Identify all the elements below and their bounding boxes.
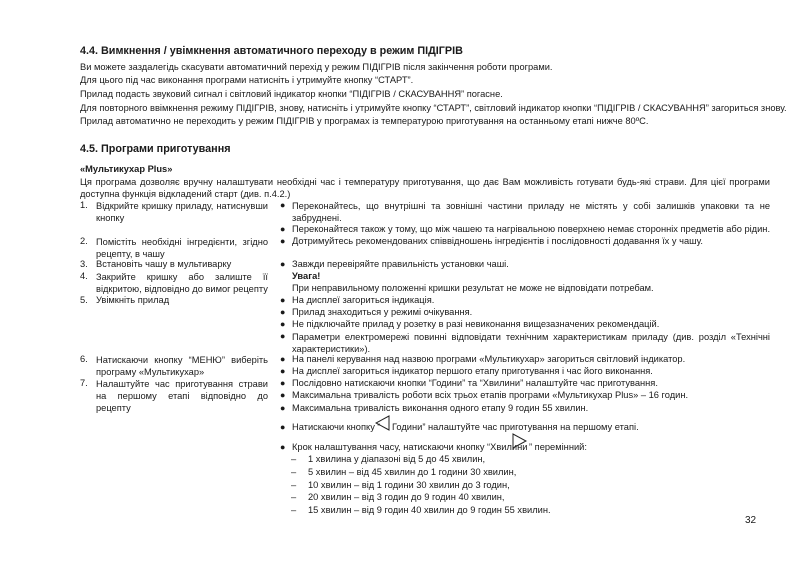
note: Дотримуйтесь рекомендованих співвідношень інгредієнтів і послідовності додавання їх у чашу.: [292, 236, 703, 246]
dash-marker: –: [291, 480, 297, 490]
step-text: Відкрийте кришку приладу, натиснувши кнопку: [96, 201, 268, 223]
note-suffix: ” перемінний:: [529, 442, 587, 452]
bullet-icon: ●: [280, 378, 286, 388]
section-4-5-heading: 4.5. Програми приготування: [80, 143, 231, 155]
note: Параметри електромережі повинні відповідати технічним характеристикам приладу (див. розділ «Технічні характеристики»).: [292, 332, 770, 354]
bullet-icon: ●: [280, 259, 286, 269]
step-number: 4.: [80, 271, 88, 281]
list-item: 15 хвилин – від 9 годин 40 хвилин до 9 годин 55 хвилин.: [308, 505, 551, 515]
bullet-icon: ●: [280, 307, 286, 317]
note-suffix: Години” налаштуйте час приготування на першому етапі.: [392, 422, 639, 432]
list-item: 1 хвилина у діапазоні від 5 до 45 хвилин,: [308, 454, 486, 464]
note: Переконайтеся також у тому, що між чашею та нагрівальною поверхнею немає сторонніх предметів або рідин.: [292, 224, 771, 234]
step-number: 2.: [80, 236, 88, 246]
warning-title: Увага!: [292, 271, 321, 281]
note: Прилад знаходиться у режимі очікування.: [292, 307, 473, 317]
step-number: 6.: [80, 354, 88, 364]
note: Послідовно натискаючи кнопки “Години” та “Хвилини” налаштуйте час приготування.: [292, 378, 658, 388]
paragraph: Для повторного ввімкнення режиму ПІДІГРІВ, знову, натисніть і утримуйте кнопку “СТАРТ”, світловий індикатор кнопки “ПІДІГРІВ / СКАСУВАННЯ” загориться знову.: [80, 103, 787, 113]
step-text: Налаштуйте час приготування страви на першому етапі відповідно до рецепту: [96, 379, 268, 413]
bullet-icon: ●: [280, 295, 286, 305]
bullet-icon: ●: [280, 224, 286, 234]
note: На дисплеї загориться індикатор першого етапу приготування і час його виконання.: [292, 366, 653, 376]
note: Максимальна тривалість виконання одного етапу 9 годин 55 хвилин.: [292, 403, 589, 413]
step-text: Натискаючи кнопку “МЕНЮ” виберіть програму «Мультикухар»: [96, 355, 268, 377]
note-prefix: Крок налаштування часу, натискаючи кнопку “Хвилини: [292, 442, 528, 452]
note: Завжди перевіряйте правильність установки чаші.: [292, 259, 509, 269]
paragraph: Прилад подасть звуковий сигнал і світловий індикатор кнопки “ПІДІГРІВ / СКАСУВАННЯ” погасне.: [80, 89, 503, 99]
bullet-icon: ●: [280, 200, 286, 210]
bullet-icon: ●: [280, 442, 286, 452]
dash-marker: –: [291, 505, 297, 515]
step-number: 7.: [80, 378, 88, 388]
bullet-icon: ●: [280, 403, 286, 413]
triangle-right-icon: [511, 433, 525, 447]
paragraph: Для цього під час виконання програми натисніть і утримуйте кнопку “СТАРТ”.: [80, 75, 414, 85]
paragraph: Прилад автоматично не переходить у режим ПІДІГРІВ у програмах із температурою приготування на останньому етапі нижче 80ºС.: [80, 116, 649, 126]
list-item: 5 хвилин – від 45 хвилин до 1 години 30 хвилин,: [308, 467, 517, 477]
step-text: Встановіть чашу в мультиварку: [96, 259, 232, 269]
bullet-icon: ●: [280, 236, 286, 246]
step-number: 1.: [80, 200, 88, 210]
note: Не підключайте прилад у розетку в разі невиконання вищезазначених рекомендацій.: [292, 319, 660, 329]
triangle-left-icon: [375, 415, 389, 429]
note: На панелі керування над назвою програми «Мультикухар» загориться світловий індикатор.: [292, 354, 686, 364]
bullet-icon: ●: [280, 390, 286, 400]
paragraph: Ви можете заздалегідь скасувати автоматичний перехід у режим ПІДІГРІВ після закінчення роботи програми.: [80, 62, 553, 72]
dash-marker: –: [291, 454, 297, 464]
note: Переконайтесь, що внутрішні та зовнішні частини приладу не містять у собі залишків упаковки та не забруднені.: [292, 201, 770, 223]
page-number: 32: [745, 515, 757, 526]
list-item: 10 хвилин – від 1 години 30 хвилин до 3 годин,: [308, 480, 510, 490]
intro-paragraph: Ця програма дозволяє вручну налаштувати необхідні час і температуру приготування, що дає Вам можливість готувати будь-які страви. Для цієї програми доступна функція відкладений старт (див. п.4.2.): [80, 177, 770, 199]
note: Максимальна тривалість роботи всіх трьох етапів програми «Мультикухар Plus» – 16 годин.: [292, 390, 689, 400]
step-text: Помістіть необхідні інгредієнти, згідно рецепту, в чашу: [96, 237, 268, 259]
bullet-icon: ●: [280, 319, 286, 329]
dash-marker: –: [291, 492, 297, 502]
bullet-icon: ●: [280, 366, 286, 376]
bullet-icon: ●: [280, 422, 286, 432]
program-subheading: «Мультикухар Plus»: [80, 164, 173, 174]
step-text: Увімкніть прилад: [96, 295, 170, 305]
note: На дисплеї загориться індикація.: [292, 295, 435, 305]
step-number: 5.: [80, 295, 88, 305]
dash-marker: –: [291, 467, 297, 477]
step-text: Закрийте кришку або залиште її відкритою, відповідно до вимог рецепту: [96, 272, 268, 294]
section-4-4-heading: 4.4. Вимкнення / увімкнення автоматичного переходу в режим ПІДІГРІВ: [80, 45, 463, 57]
warning-text: При неправильному положенні кришки результат не може не відповідати потребам.: [292, 283, 654, 293]
list-item: 20 хвилин – від 3 годин до 9 годин 40 хвилин,: [308, 492, 505, 502]
note-prefix: Натискаючи кнопку “: [292, 422, 381, 432]
bullet-icon: ●: [280, 354, 286, 364]
bullet-icon: ●: [280, 331, 286, 341]
step-number: 3.: [80, 259, 88, 269]
